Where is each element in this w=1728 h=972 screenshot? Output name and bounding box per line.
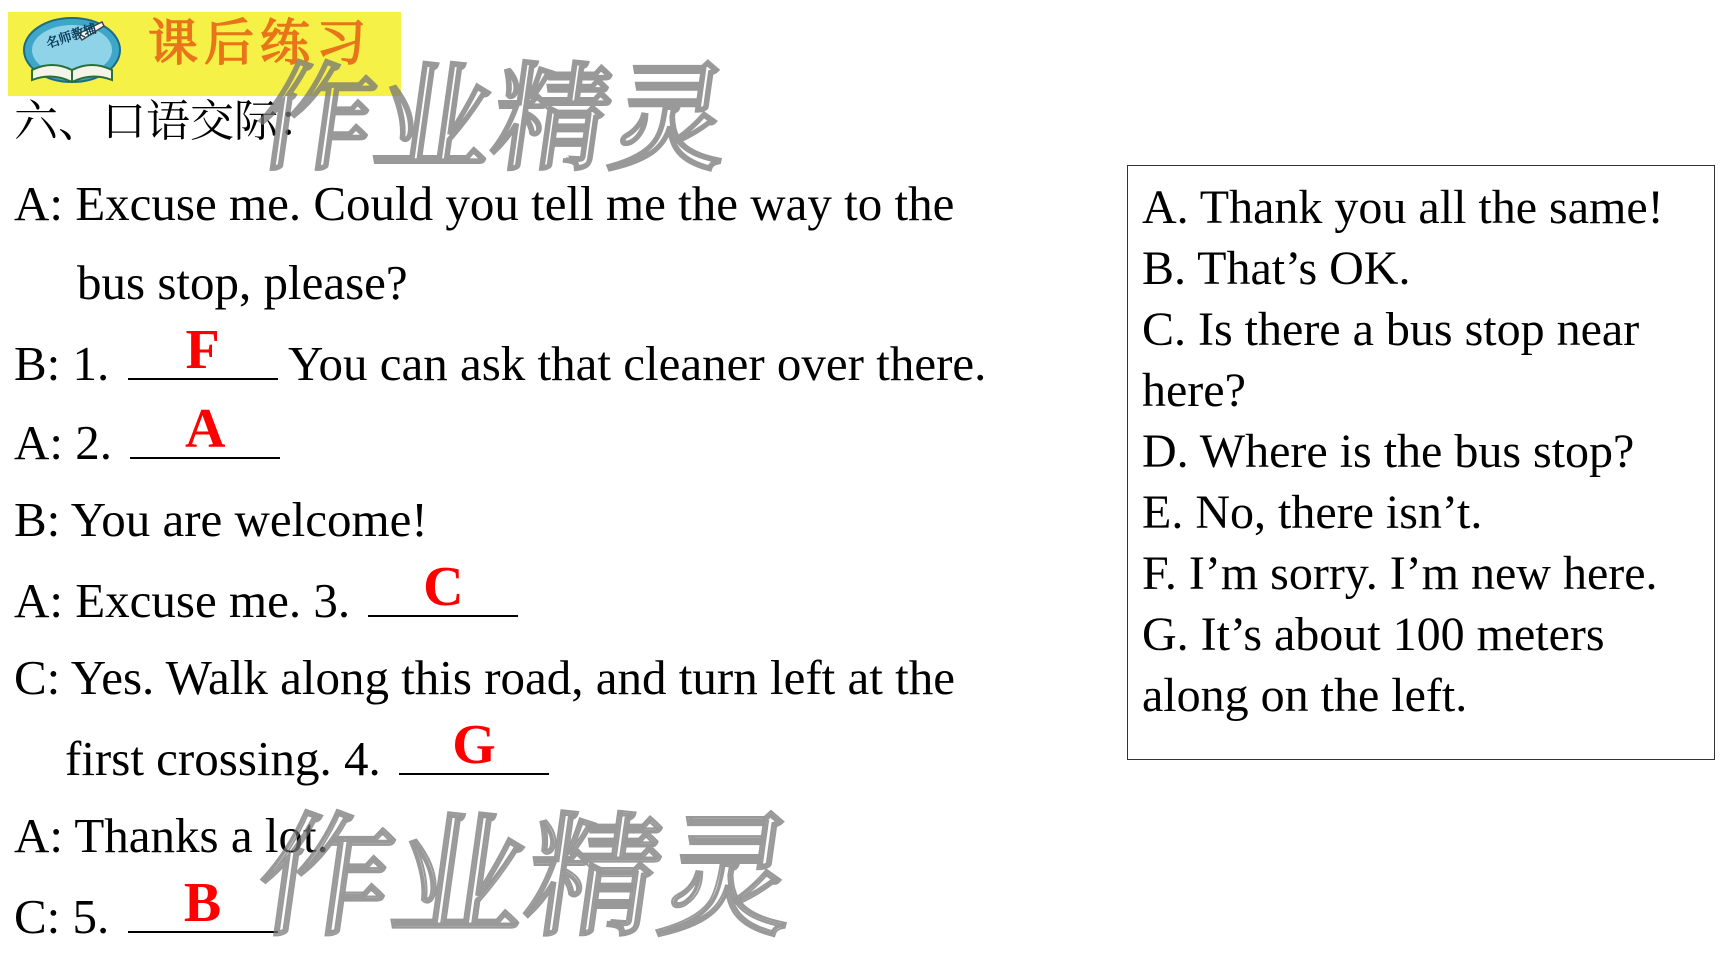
answer-3: C	[423, 556, 464, 618]
question-1-prefix: B: 1.	[14, 336, 110, 391]
question-3-prefix: A: Excuse me. 3.	[14, 573, 351, 628]
dialogue-line-4	[14, 398, 280, 471]
option-g: G. It’s about 100 meters	[1142, 608, 1605, 661]
dialogue-line-10	[14, 872, 278, 945]
option-c-continued: here?	[1142, 364, 1246, 417]
answer-blank-3[interactable]	[368, 556, 518, 618]
section-heading: 六、口语交际：	[14, 96, 322, 147]
dialogue-line-3	[14, 319, 987, 392]
question-4-prefix: first crossing. 4.	[65, 731, 381, 786]
dialogue-line-1: A: Excuse me. Could you tell me the way to the	[14, 176, 955, 231]
banner-title: 课后练习	[148, 14, 372, 72]
book-logo-icon	[18, 14, 126, 92]
option-d: D. Where is the bus stop?	[1142, 425, 1635, 478]
dialogue-line-7: C: Yes. Walk along this road, and turn left at the	[14, 650, 956, 705]
answer-4: G	[452, 714, 496, 776]
option-f: F. I’m sorry. I’m new here.	[1142, 547, 1658, 600]
question-5-prefix: C: 5.	[14, 889, 110, 944]
option-g-continued: along on the left.	[1142, 669, 1468, 722]
answer-blank-2[interactable]	[130, 398, 280, 460]
watermark-bottom: 作业精灵	[249, 801, 807, 955]
logo-text: 名师教辅	[44, 21, 99, 52]
question-1-suffix: You can ask that cleaner over there.	[287, 336, 987, 391]
dialogue-line-6	[14, 556, 518, 629]
option-b: B. That’s OK.	[1142, 242, 1411, 295]
dialogue-line-9: A: Thanks a lot.	[14, 808, 329, 863]
option-c: C. Is there a bus stop near	[1142, 303, 1640, 356]
answer-blank-4[interactable]	[399, 714, 549, 776]
answer-blank-1[interactable]	[128, 319, 278, 381]
dialogue-line-2: bus stop, please?	[77, 255, 408, 310]
option-e: E. No, there isn’t.	[1142, 486, 1483, 539]
answer-2: A	[185, 398, 226, 460]
dialogue-line-8	[65, 714, 549, 787]
question-2-prefix: A: 2.	[14, 415, 112, 470]
watermark-top: 作业精灵	[248, 52, 740, 187]
option-a: A. Thank you all the same!	[1142, 181, 1664, 234]
answer-5: B	[183, 872, 222, 934]
answer-1: F	[185, 319, 220, 381]
options-box	[1127, 165, 1715, 760]
dialogue-line-5: B: You are welcome!	[14, 492, 428, 547]
